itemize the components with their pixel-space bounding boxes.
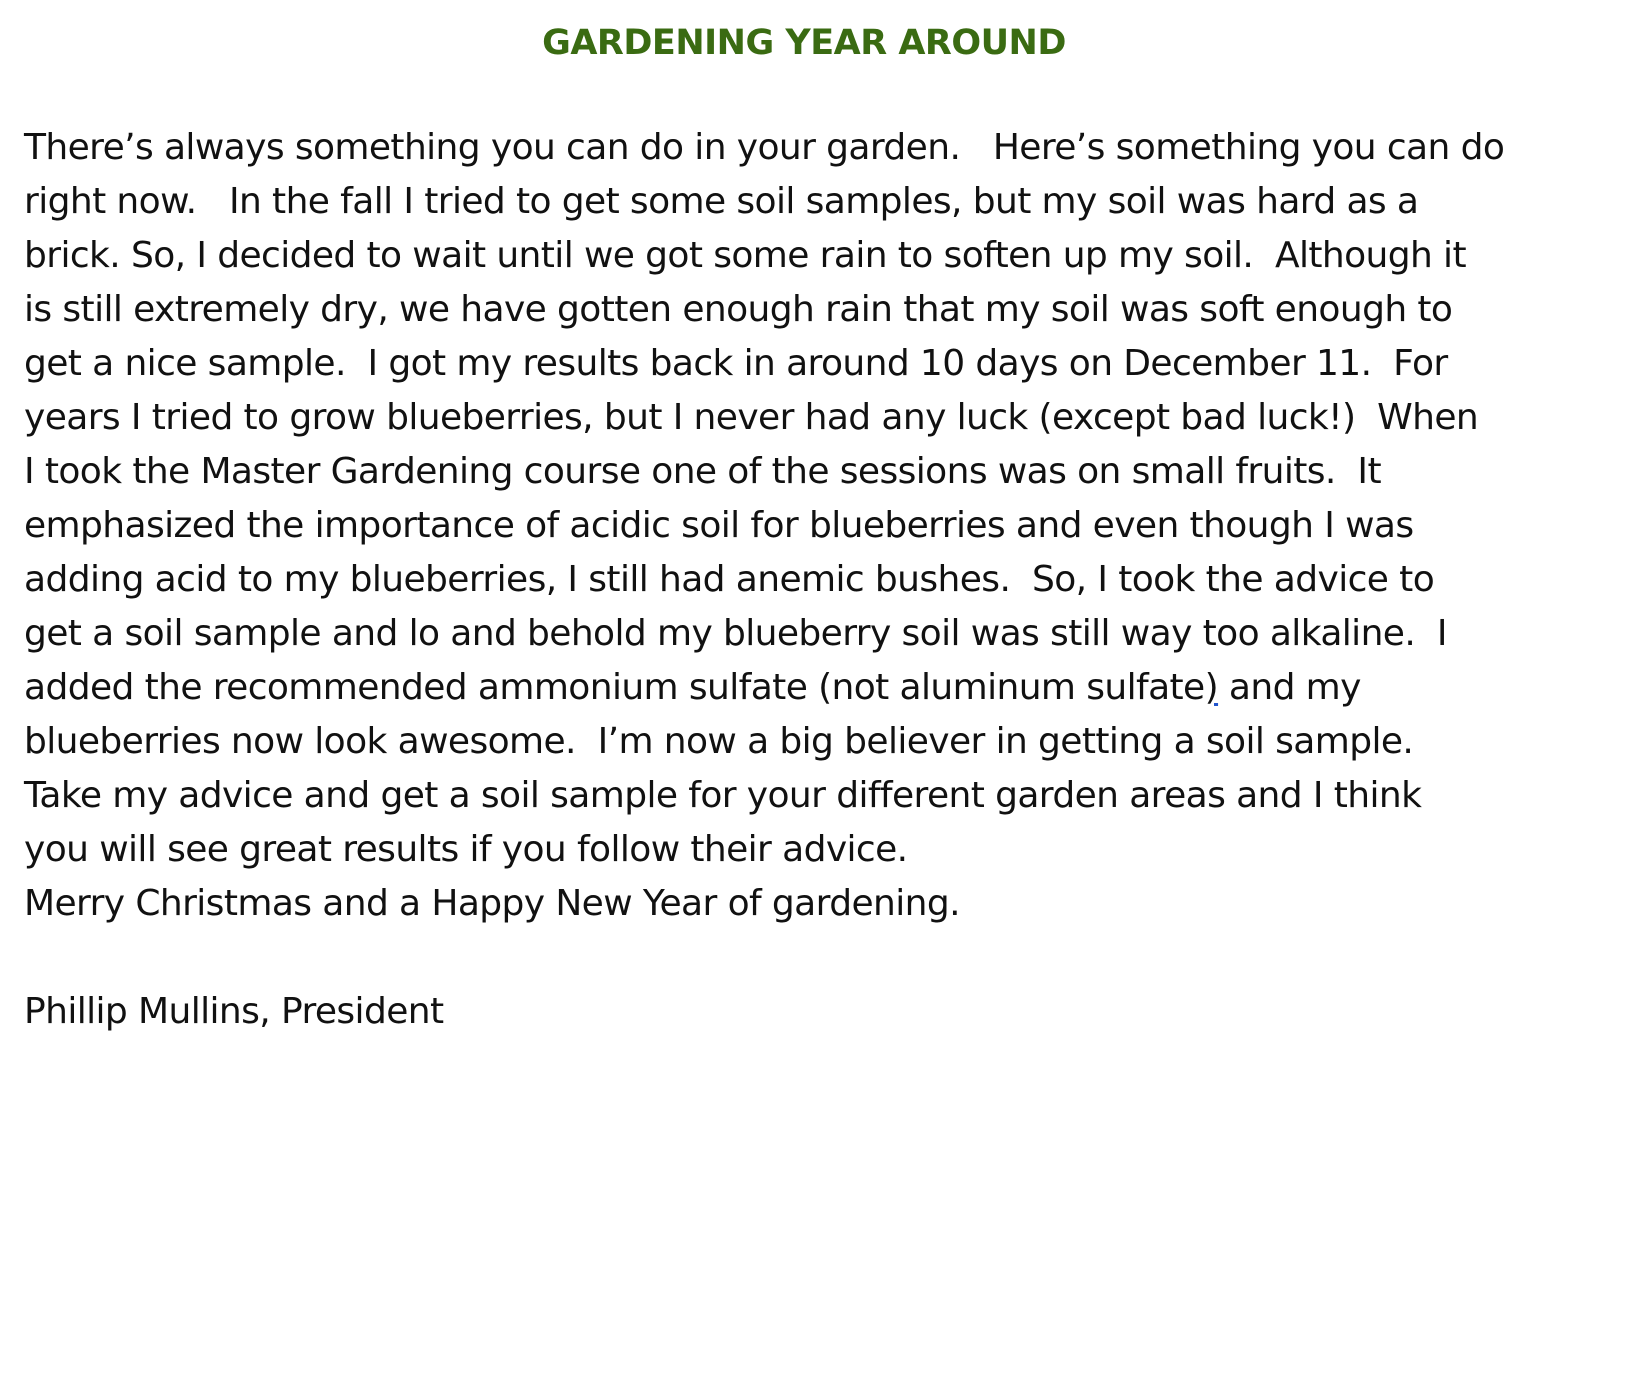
paragraph-line: right now. In the fall I tried to get some soil samples, but my soil was hard as a xyxy=(24,181,1419,222)
line-text-before-link: added the recommended ammonium sulfate (not aluminum sulfate xyxy=(24,667,1205,708)
paragraph-line: brick. So, I decided to wait until we got some rain to soften up my soil. Although it xyxy=(24,235,1466,276)
signature: Phillip Mullins, President xyxy=(24,991,444,1032)
page-title: GARDENING YEAR AROUND xyxy=(542,23,1066,63)
document-page xyxy=(24,0,1614,1039)
paragraph-line: get a soil sample and lo and behold my blueberry soil was still way too alkaline. I xyxy=(24,613,1447,654)
paragraph-line: blueberries now look awesome. I’m now a big believer in getting a soil sample. xyxy=(24,721,1414,762)
paragraph-line: get a nice sample. I got my results back in around 10 days on December 11. For xyxy=(24,343,1448,384)
paragraph-line: I took the Master Gardening course one of the sessions was on small fruits. It xyxy=(24,451,1381,492)
paragraph-line: is still extremely dry, we have gotten enough rain that my soil was soft enough to xyxy=(24,289,1453,330)
paragraph-line-with-link xyxy=(24,661,1614,715)
inline-link-mark[interactable]: ) xyxy=(1204,667,1219,708)
paragraph-line: Take my advice and get a soil sample for your different garden areas and I think xyxy=(24,775,1422,816)
paragraph-line: years I tried to grow blueberries, but I never had any luck (except bad luck!) When xyxy=(24,397,1479,438)
line-text-after-link: and my xyxy=(1218,667,1361,708)
closing-line: Merry Christmas and a Happy New Year of gardening. xyxy=(24,883,960,924)
paragraph-line: emphasized the importance of acidic soil for blueberries and even though I was xyxy=(24,505,1414,546)
paragraph-line: you will see great results if you follow their advice. xyxy=(24,829,908,870)
paragraph-line: There’s always something you can do in your garden. Here’s something you can do xyxy=(24,127,1505,168)
blank-spacer xyxy=(24,931,1614,985)
article-body xyxy=(24,121,1614,1039)
paragraph-line: adding acid to my blueberries, I still had anemic bushes. So, I took the advice to xyxy=(24,559,1435,600)
